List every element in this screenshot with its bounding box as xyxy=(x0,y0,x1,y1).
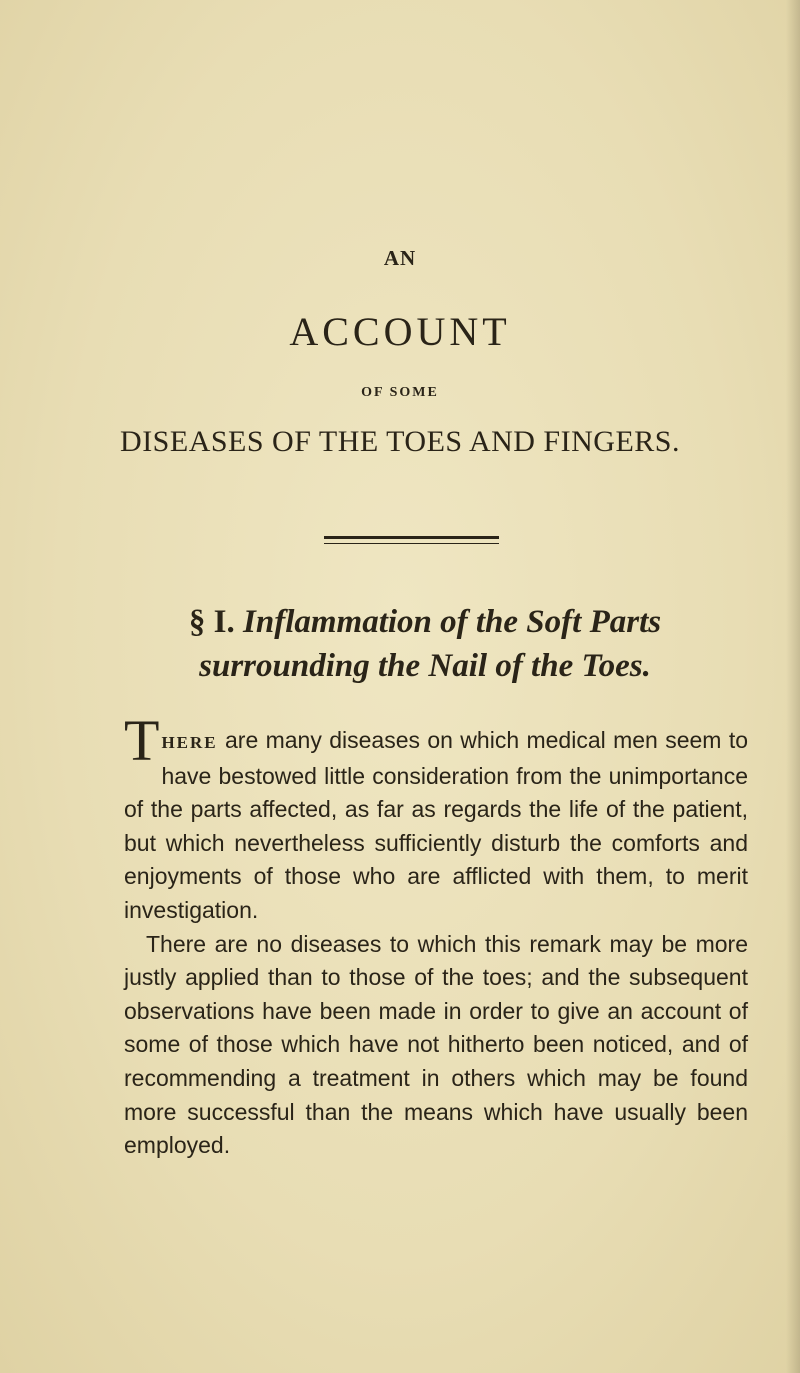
title-diseases: DISEASES OF THE TOES AND FINGERS. xyxy=(120,425,680,458)
title-an: AN xyxy=(383,246,417,270)
section-number: § I. xyxy=(188,604,235,640)
title-account: ACCOUNT xyxy=(289,309,511,354)
paragraph-1 xyxy=(124,708,748,928)
title-of-some: OF SOME xyxy=(361,385,439,400)
divider-rule-thin xyxy=(324,543,499,544)
paragraph-1-text: are many diseases on which medical men seem to have bestowed little consideration from the unimportance of the parts affected, as far as regards the life of the patient, but which nevertheless sufficiently disturb the comforts and enjoyments of those who are afflicted with them, to merit investigation. xyxy=(124,727,748,923)
paragraph-2: There are no diseases to which this remark may be more justly applied than to those of the toes; and the subsequent observations have been made in order to give an account of some of those which have not hitherto been noticed, and of recommending a treatment in others which may be found more successful than the means which have usually been employed. xyxy=(124,930,748,1159)
section-heading xyxy=(100,600,750,688)
divider-rule-thick xyxy=(324,536,499,539)
first-word-smallcaps: HERE xyxy=(161,733,218,752)
section-title: Inflammation of the Soft Parts surrounding the Nail of the Toes. xyxy=(199,604,662,684)
drop-cap: T xyxy=(124,708,160,773)
page-edge-shadow xyxy=(786,0,800,1373)
body-text xyxy=(124,708,748,1163)
